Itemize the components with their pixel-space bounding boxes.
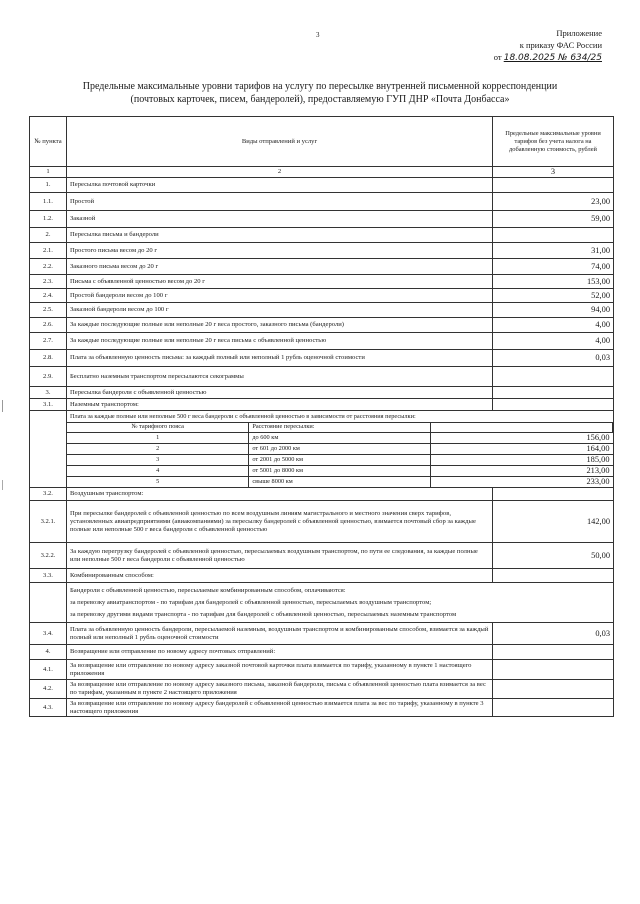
- handwritten-date-number: 18.08.2025 № 634/25: [503, 53, 602, 63]
- item-number: 2.1.: [30, 243, 67, 259]
- table-row: [30, 350, 614, 367]
- item-number: 4.2.: [30, 680, 67, 699]
- distance-header: Расстояние пересылки:: [249, 422, 431, 432]
- combined-transport-block: [30, 583, 614, 623]
- ground-transport-block: [30, 411, 614, 488]
- item-number: 2.8.: [30, 350, 67, 367]
- item-description: Возвращение или отправление по новому адресу почтовых отправлений:: [67, 645, 493, 660]
- item-number: 4.1.: [30, 660, 67, 680]
- zone-distance: от 5001 до 8000 км: [249, 465, 431, 476]
- table-row: [30, 645, 614, 660]
- table-row: [30, 367, 614, 387]
- zone-price: 213,00: [431, 465, 613, 476]
- item-number: 1.1.: [30, 193, 67, 211]
- item-description: Простой бандероли весом до 100 г: [67, 289, 493, 303]
- table-row: [30, 211, 614, 228]
- header-col-number: № пункта: [30, 117, 67, 167]
- appendix-order: к приказу ФАС России: [519, 40, 602, 50]
- zone-number: 4: [67, 465, 249, 476]
- item-price: 59,00: [493, 211, 614, 228]
- item-description: Заказной: [67, 211, 493, 228]
- item-number: 4.: [30, 645, 67, 660]
- item-price: 50,00: [493, 543, 614, 569]
- header-col-services: Виды отправлений и услуг: [67, 117, 493, 167]
- zone-number: 3: [67, 454, 249, 465]
- item-description: Пересылка почтовой карточки: [67, 178, 493, 193]
- item-number: 2.5.: [30, 303, 67, 318]
- tariff-table: [29, 116, 614, 717]
- item-number: 3.2.: [30, 488, 67, 501]
- table-row: [30, 259, 614, 275]
- item-price: [493, 387, 614, 399]
- table-row: [30, 333, 614, 350]
- table-row: [30, 289, 614, 303]
- zone-price: 164,00: [431, 443, 613, 454]
- tariff-zone-row: [67, 465, 613, 476]
- table-row: [30, 243, 614, 259]
- item-price: [493, 699, 614, 717]
- table-row: [30, 623, 614, 645]
- item-price: 94,00: [493, 303, 614, 318]
- zone-price: 156,00: [431, 432, 613, 443]
- item-description: Простого письма весом до 20 г: [67, 243, 493, 259]
- item-price: [493, 569, 614, 583]
- ground-intro: Плата за каждые полные или неполные 500 г веса бандероли с объявленной ценностью в зависимости от расстояния пересылки:: [67, 411, 613, 422]
- item-price: [493, 645, 614, 660]
- zone-distance: от 2001 до 5000 км: [249, 454, 431, 465]
- item-price: [493, 680, 614, 699]
- item-number: 2.: [30, 228, 67, 243]
- item-number: 3.4.: [30, 623, 67, 645]
- zone-price: 233,00: [431, 476, 613, 487]
- item-price: 142,00: [493, 501, 614, 543]
- item-price: 23,00: [493, 193, 614, 211]
- tariff-zones-table: [67, 411, 613, 487]
- combined-text-line2: за перевозку авиатранспортом - по тарифам для бандеролей с объявленной ценностью, пересылаемых воздушным транспортом;: [70, 598, 432, 606]
- table-row: [30, 501, 614, 543]
- zone-number: 2: [67, 443, 249, 454]
- tariff-zone-row: [67, 454, 613, 465]
- item-price: [493, 399, 614, 411]
- item-number: 3.1.: [30, 399, 67, 411]
- item-description: За каждую перегрузку бандеролей с объявленной ценностью, пересылаемых воздушным транспортом, по пути ее следования, за каждые полные или неполные 500 г веса бандероли с объявленной ценностью: [67, 543, 493, 569]
- table-row: [30, 228, 614, 243]
- item-description: Плата за объявленную ценность письма: за каждый полный или неполный 1 рубль оценочной стоимости: [67, 350, 493, 367]
- item-price: 153,00: [493, 275, 614, 289]
- item-price: 74,00: [493, 259, 614, 275]
- item-price: 0,03: [493, 623, 614, 645]
- item-number: 3.2.1.: [30, 501, 67, 543]
- item-price: [493, 228, 614, 243]
- tariff-zone-row: [67, 432, 613, 443]
- appendix-title: Приложение: [556, 28, 602, 38]
- table-row: [30, 387, 614, 399]
- column-number-3: 3: [493, 167, 614, 178]
- item-description: Наземным транспортом:: [67, 399, 493, 411]
- table-row: [30, 543, 614, 569]
- item-description: Простой: [67, 193, 493, 211]
- table-row: [30, 178, 614, 193]
- item-description: Пересылка письма и бандероли: [67, 228, 493, 243]
- table-header-row: [30, 117, 614, 167]
- item-price: 0,03: [493, 350, 614, 367]
- zone-header: № тарифного пояса: [67, 422, 249, 432]
- item-number: 4.3.: [30, 699, 67, 717]
- item-number: 3.: [30, 387, 67, 399]
- item-description: Заказного письма весом до 20 г: [67, 259, 493, 275]
- table-row: [30, 275, 614, 289]
- item-description: Письма с объявленной ценностью весом до 20 г: [67, 275, 493, 289]
- tariff-zone-row: [67, 476, 613, 487]
- column-number-2: 2: [67, 167, 493, 178]
- item-description: Заказной бандероли весом до 100 г: [67, 303, 493, 318]
- item-price: 31,00: [493, 243, 614, 259]
- zone-number: 1: [67, 432, 249, 443]
- item-number: 2.7.: [30, 333, 67, 350]
- tariff-zone-row: [67, 443, 613, 454]
- table-row: [30, 699, 614, 717]
- item-description: За каждые последующие полные или неполные 20 г веса простого, заказного письма (бандероли): [67, 318, 493, 333]
- document-title: [50, 80, 590, 106]
- table-row: [30, 303, 614, 318]
- item-description: За возвращение или отправление по новому адресу бандеролей с объявленной ценностью взимается плата за вес по тарифу, указанному в пункте 3 настоящего приложения: [67, 699, 493, 717]
- item-price: [493, 367, 614, 387]
- table-column-numbers-row: [30, 167, 614, 178]
- item-number: 1.: [30, 178, 67, 193]
- zone-distance: свыше 8000 км: [249, 476, 431, 487]
- table-row: [30, 660, 614, 680]
- item-description: Воздушным транспортом:: [67, 488, 493, 501]
- table-row: [30, 193, 614, 211]
- table-row: [30, 399, 614, 411]
- title-line-1: Предельные максимальные уровни тарифов на услугу по пересылке внутренней письменной корреспонденции: [82, 81, 558, 92]
- table-row: [30, 318, 614, 333]
- zone-distance: от 601 до 2000 км: [249, 443, 431, 454]
- item-number: 2.3.: [30, 275, 67, 289]
- header-col-tariff: Предельные максимальные уровни тарифов без учета налога на добавленную стоимость, рублей: [493, 117, 614, 167]
- zone-price: 185,00: [431, 454, 613, 465]
- item-description: За возвращение или отправление по новому адресу заказной почтовой карточки плата взимается по тарифу, указанному в пункте 1 настоящего приложения: [67, 660, 493, 680]
- item-price: 4,00: [493, 333, 614, 350]
- appendix-date: от 18.08.2025 № 634/25: [493, 52, 602, 63]
- appendix-block: [452, 27, 602, 64]
- item-description: Бесплатно наземным транспортом пересылаются секограммы: [67, 367, 493, 387]
- item-price: 52,00: [493, 289, 614, 303]
- item-description: Пересылка бандероли с объявленной ценностью: [67, 387, 493, 399]
- item-number: 1.2.: [30, 211, 67, 228]
- item-number: 2.6.: [30, 318, 67, 333]
- margin-mark: [2, 480, 9, 490]
- item-price: [493, 488, 614, 501]
- table-row: [30, 680, 614, 699]
- zone-number: 5: [67, 476, 249, 487]
- zone-distance: до 600 км: [249, 432, 431, 443]
- item-price: [493, 660, 614, 680]
- table-row: [30, 488, 614, 501]
- item-description: При пересылке бандеролей с объявленной ценностью по всем воздушным линиям магистрального и местного значения сверх тарифов, установленных авиапредприятиями (авиакомпаниями) за пересылку бандеролей с объявленной ценностью, взимается почтовый сбор за каждые полные или неполные 500 г веса бандероли с объявленной ценностью: [67, 501, 493, 543]
- margin-mark: [2, 400, 9, 412]
- item-number: 2.4.: [30, 289, 67, 303]
- column-number-1: 1: [30, 167, 67, 178]
- item-description: За возвращение или отправление по новому адресу заказного письма, заказной бандероли, письма с объявленной ценностью плата взимается за вес по тарифам, указанным в пункте 2 настоящего приложения: [67, 680, 493, 699]
- combined-text-line1: Бандероли с объявленной ценностью, пересылаемые комбинированным способом, оплачиваются:: [70, 586, 346, 594]
- item-number: 3.3.: [30, 569, 67, 583]
- table-row: [30, 569, 614, 583]
- item-price: 4,00: [493, 318, 614, 333]
- title-line-2: (почтовых карточек, писем, бандеролей), предоставляемую ГУП ДНР «Почта Донбасса»: [130, 94, 510, 105]
- item-number: 2.9.: [30, 367, 67, 387]
- item-description: За каждые последующие полные или неполные 20 г веса письма с объявленной ценностью: [67, 333, 493, 350]
- page-number: 3: [316, 31, 320, 39]
- item-number: 2.2.: [30, 259, 67, 275]
- item-description: Плата за объявленную ценность бандероли, пересылаемой наземным, воздушным транспортом и комбинированным способом, взимается за каждый полный или неполный 1 рубль оценочной стоимости: [67, 623, 493, 645]
- item-description: Комбинированным способом:: [67, 569, 493, 583]
- item-number: 3.2.2.: [30, 543, 67, 569]
- combined-text-line3: за перевозку другими видами транспорта - по тарифам для бандеролей с объявленной ценностью, пересылаемых наземным транспортом: [70, 610, 457, 618]
- item-price: [493, 178, 614, 193]
